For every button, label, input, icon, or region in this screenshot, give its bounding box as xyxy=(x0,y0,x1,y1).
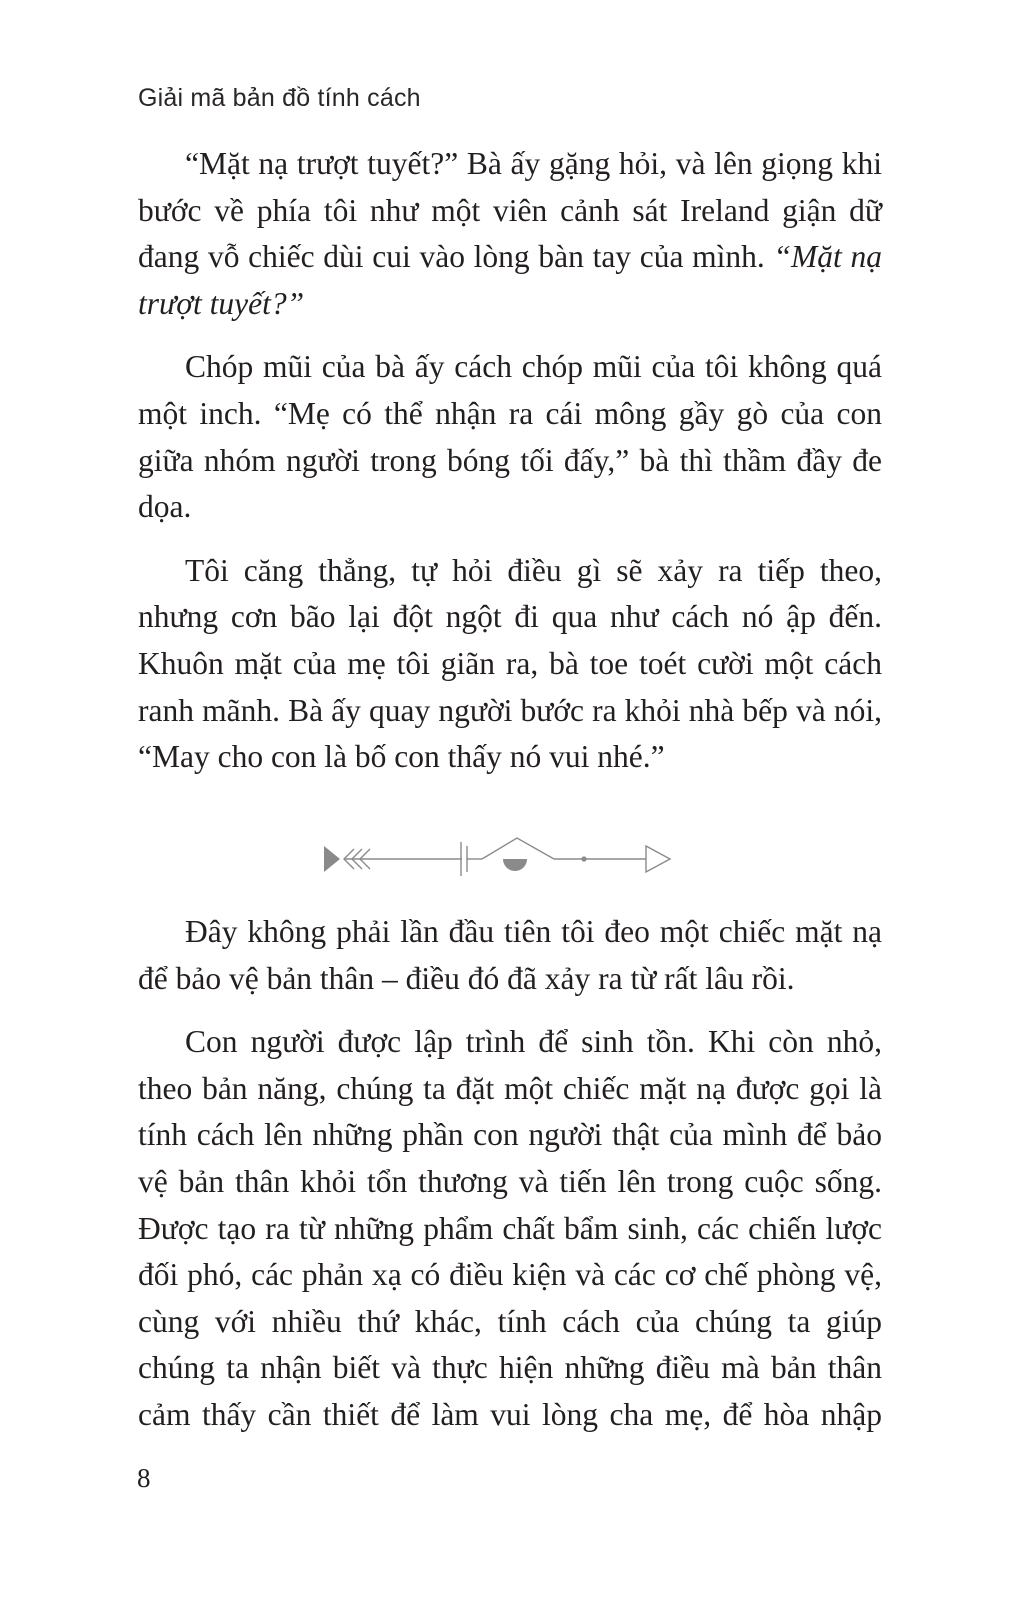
paragraph-5: Con người được lập trình để sinh tồn. Khi còn nhỏ, theo bản năng, chúng ta đặt một chiếc mặt nạ được gọi là tính cách lên những phần con người thật của mình để bảo vệ bản thân khỏi tổn thương và tiến lên trong cuộc sống. Được tạo ra từ những phẩm chất bẩm sinh, các chiến lược đối phó, các phản xạ có điều kiện và các cơ chế phòng vệ, cùng với nhiều thứ khác, tính cách của chúng ta giúp chúng ta nhận biết và thực hiện những điều mà bản thân cảm thấy cần thiết để làm vui lòng cha mẹ, để hòa nhập xyxy=(138,1024,882,1432)
arrow-divider-ornament-icon xyxy=(322,830,674,882)
page-number: 8 xyxy=(137,1463,151,1493)
section-2-text xyxy=(138,909,882,1439)
paragraph-1 xyxy=(138,141,882,327)
paragraph-1-text: “Mặt nạ trượt tuyết?” Bà ấy gặng hỏi, và lên giọng khi bước về phía tôi như một viên cảnh sát Ireland giận dữ đang vỗ chiếc dùi cui vào lòng bàn tay của mình. xyxy=(138,146,882,275)
section-1-text xyxy=(138,141,882,781)
paragraph-3: Tôi căng thẳng, tự hỏi điều gì sẽ xảy ra tiếp theo, nhưng cơn bão lại đột ngột đi qua như cách nó ập đến. Khuôn mặt của mẹ tôi giãn ra, bà toe toét cười một cách ranh mãnh. Bà ấy quay người bước ra khỏi nhà bếp và nói, “May cho con là bố con thấy nó vui nhé.” xyxy=(138,552,882,775)
paragraph-2: Chóp mũi của bà ấy cách chóp mũi của tôi không quá một inch. “Mẹ có thể nhận ra cái mông gầy gò của con giữa nhóm người trong bóng tối đấy,” bà thì thầm đầy đe dọa. xyxy=(138,349,882,525)
running-header: Giải mã bản đồ tính cách xyxy=(138,84,421,112)
paragraph-4: Đây không phải lần đầu tiên tôi đeo một chiếc mặt nạ để bảo vệ bản thân – điều đó đã xảy ra từ rất lâu rồi. xyxy=(138,914,882,996)
paragraph-1-italic-tail: “Mặt nạ trượt tuyết?” xyxy=(138,239,883,321)
